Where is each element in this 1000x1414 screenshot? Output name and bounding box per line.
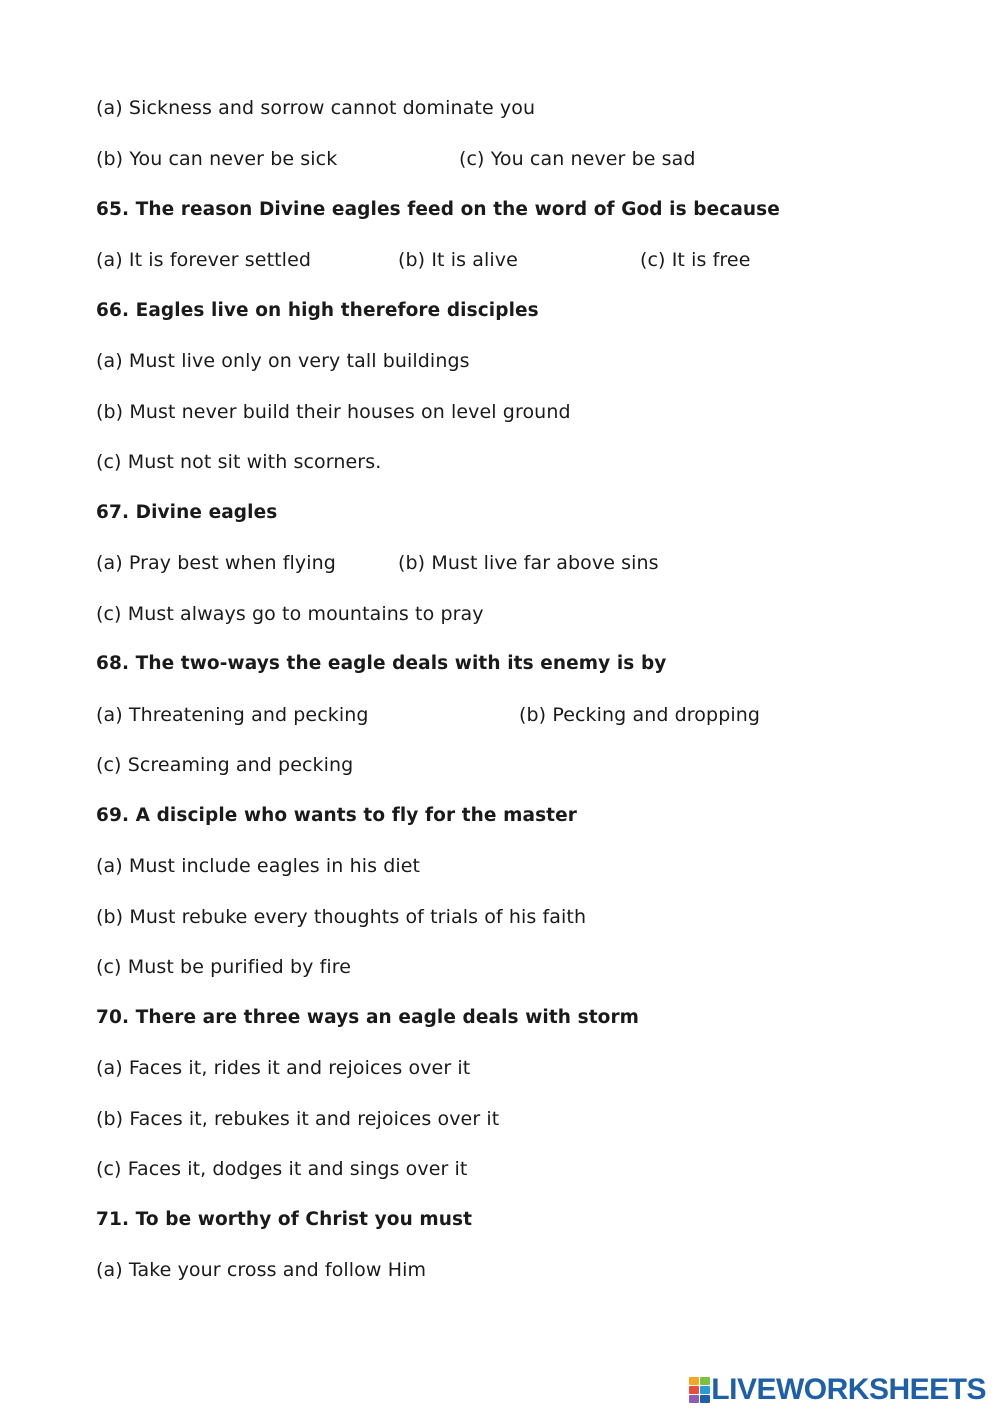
option-66c: (c) Must not sit with scorners. <box>96 451 382 473</box>
option-70b: (b) Faces it, rebukes it and rejoices over it <box>96 1108 500 1130</box>
option-65c: (c) It is free <box>640 249 751 271</box>
liveworksheets-logo[interactable] <box>689 1374 986 1406</box>
option-66b: (b) Must never build their houses on level ground <box>96 401 571 423</box>
option-69c: (c) Must be purified by fire <box>96 956 352 978</box>
option-70c: (c) Faces it, dodges it and sings over it <box>96 1158 468 1180</box>
option-69b: (b) Must rebuke every thoughts of trials of his faith <box>96 906 587 928</box>
question-71: 71. To be worthy of Christ you must <box>96 1209 473 1230</box>
option-67b: (b) Must live far above sins <box>398 552 659 574</box>
option-64a: (a) Sickness and sorrow cannot dominate you <box>96 97 536 119</box>
liveworksheets-logo-text: LIVEWORKSHEETS <box>711 1373 986 1406</box>
question-69: 69. A disciple who wants to fly for the master <box>96 805 577 826</box>
option-67a: (a) Pray best when flying <box>96 552 336 574</box>
option-70a: (a) Faces it, rides it and rejoices over it <box>96 1057 471 1079</box>
option-66a: (a) Must live only on very tall buildings <box>96 350 470 372</box>
option-67c: (c) Must always go to mountains to pray <box>96 603 484 625</box>
option-65a: (a) It is forever settled <box>96 249 312 271</box>
question-70: 70. There are three ways an eagle deals with storm <box>96 1007 640 1028</box>
option-64c: (c) You can never be sad <box>459 148 696 170</box>
option-68c: (c) Screaming and pecking <box>96 754 354 776</box>
option-64b: (b) You can never be sick <box>96 148 338 170</box>
question-66: 66. Eagles live on high therefore disciples <box>96 300 539 321</box>
question-68: 68. The two-ways the eagle deals with its enemy is by <box>96 653 667 674</box>
question-65: 65. The reason Divine eagles feed on the word of God is because <box>96 199 780 220</box>
option-68b: (b) Pecking and dropping <box>519 704 761 726</box>
liveworksheets-logo-icon <box>689 1377 709 1403</box>
option-68a: (a) Threatening and pecking <box>96 704 369 726</box>
question-67: 67. Divine eagles <box>96 502 278 523</box>
option-71a: (a) Take your cross and follow Him <box>96 1259 427 1281</box>
option-65b: (b) It is alive <box>398 249 518 271</box>
option-69a: (a) Must include eagles in his diet <box>96 855 421 877</box>
